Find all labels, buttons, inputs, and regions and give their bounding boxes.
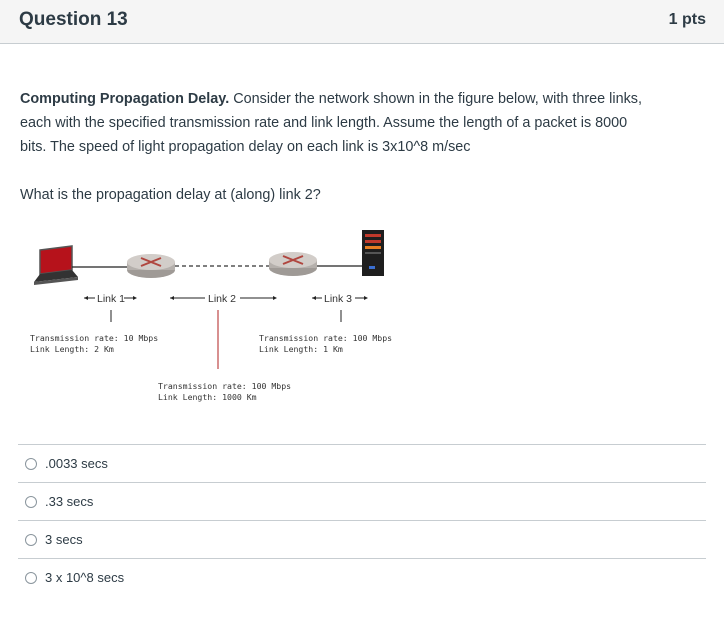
link-3-rate: Transmission rate: 100 Mbps — [259, 333, 393, 343]
question-text-part2: each with the specified transmission rate and link length. Assume the length of a packet is 8000 — [20, 115, 628, 131]
link-3-label: Link 3 — [324, 293, 353, 305]
link-3-length: Link Length: 1 Km — [259, 344, 343, 354]
question-prompt: What is the propagation delay at (along) link 2? — [20, 187, 321, 203]
question-points: 1 pts — [668, 11, 706, 28]
answer-label: 3 x 10^8 secs — [45, 570, 125, 585]
radio-button[interactable] — [25, 572, 37, 584]
answer-label: .33 secs — [45, 494, 94, 509]
radio-button[interactable] — [25, 458, 37, 470]
answer-label: .0033 secs — [45, 456, 108, 471]
laptop-icon — [34, 246, 78, 285]
radio-button[interactable] — [25, 496, 37, 508]
network-figure — [20, 222, 430, 422]
question-title: Question 13 — [19, 9, 128, 30]
server-icon — [362, 230, 384, 276]
link-2-rate: Transmission rate: 100 Mbps — [158, 381, 292, 391]
link-1-label: Link 1 — [97, 293, 126, 305]
answer-option-3[interactable] — [18, 520, 706, 558]
router-2-icon — [269, 252, 317, 276]
link-2-length: Link Length: 1000 Km — [158, 392, 257, 402]
question-header — [0, 0, 724, 44]
answer-label: 3 secs — [45, 532, 83, 547]
answer-list — [18, 444, 706, 596]
link-1-rate: Transmission rate: 10 Mbps — [30, 333, 159, 343]
router-1-icon — [127, 254, 175, 278]
question-bold-title: Computing Propagation Delay. — [20, 91, 230, 107]
question-text-part1: Consider the network shown in the figure below, with three links, — [233, 91, 642, 107]
link-2-label: Link 2 — [208, 293, 237, 305]
question-text — [20, 87, 710, 159]
question-text-part3: bits. The speed of light propagation delay on each link is 3x10^8 m/sec — [20, 139, 471, 155]
link-1-length: Link Length: 2 Km — [30, 344, 114, 354]
answer-option-4[interactable] — [18, 558, 706, 596]
radio-button[interactable] — [25, 534, 37, 546]
answer-option-1[interactable] — [18, 444, 706, 482]
answer-option-2[interactable] — [18, 482, 706, 520]
